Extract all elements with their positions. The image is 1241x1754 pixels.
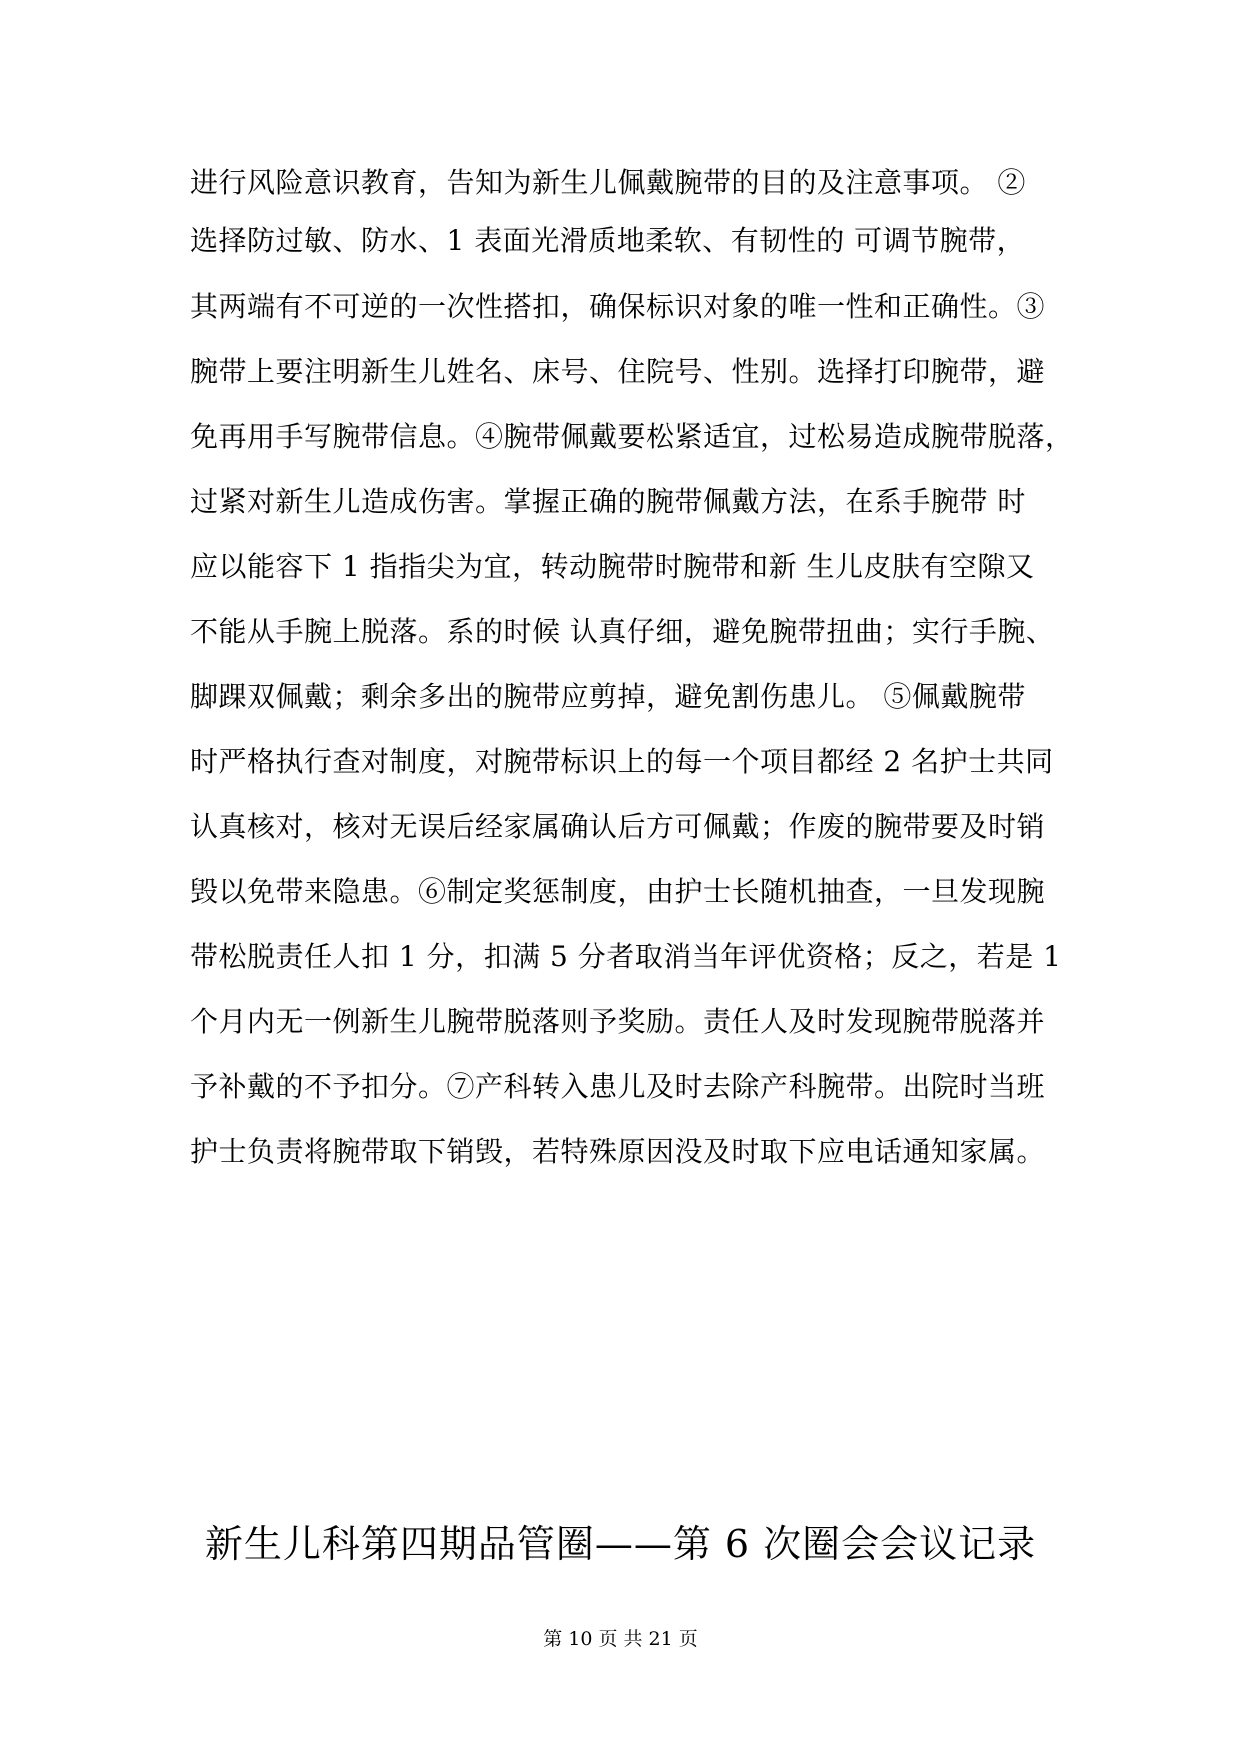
section-heading: 新生儿科第四期品管圈——第 6 次圈会会议记录 (204, 1522, 1037, 1566)
paragraph-line: 予补戴的不予扣分。⑦产科转入患儿及时去除产科腕带。出院时当班 (190, 1070, 1046, 1103)
paragraph-line: 脚踝双佩戴；剩余多出的腕带应剪掉，避免割伤患儿。 ⑤佩戴腕带 (190, 680, 1026, 713)
paragraph-line: 护士负责将腕带取下销毁，若特殊原因没及时取下应电话通知家属。 (190, 1135, 1046, 1168)
paragraph-line: 带松脱责任人扣 1 分，扣满 5 分者取消当年评优资格；反之，若是 1 (190, 940, 1062, 973)
paragraph-line: 应以能容下 1 指指尖为宜，转动腕带时腕带和新 生儿皮肤有空隙又 (190, 550, 1035, 583)
paragraph-line: 进行风险意识教育，告知为新生儿佩戴腕带的目的及注意事项。 ② (190, 166, 1026, 199)
paragraph-line: 毁以免带来隐患。⑥制定奖惩制度，由护士长随机抽查，一旦发现腕 (190, 875, 1046, 908)
paragraph-line: 其两端有不可逆的一次性搭扣，确保标识对象的唯一性和正确性。③ (190, 290, 1046, 323)
paragraph-line: 免再用手写腕带信息。④腕带佩戴要松紧适宜，过松易造成腕带脱落， (190, 420, 1074, 453)
paragraph-line: 认真核对，核对无误后经家属确认后方可佩戴；作废的腕带要及时销 (190, 810, 1046, 843)
paragraph-line: 腕带上要注明新生儿姓名、床号、住院号、性别。选择打印腕带，避 (190, 355, 1046, 388)
paragraph-line: 不能从手腕上脱落。系的时候 认真仔细，避免腕带扭曲；实行手腕、 (190, 615, 1055, 648)
page-footer: 第 10 页 共 21 页 (543, 1628, 698, 1650)
paragraph-line: 个月内无一例新生儿腕带脱落则予奖励。责任人及时发现腕带脱落并 (190, 1005, 1046, 1038)
paragraph-line: 选择防过敏、防水、1 表面光滑质地柔软、有韧性的 可调节腕带， (190, 224, 1026, 257)
paragraph-line: 时严格执行查对制度，对腕带标识上的每一个项目都经 2 名护士共同 (190, 745, 1054, 778)
paragraph-line: 过紧对新生儿造成伤害。掌握正确的腕带佩戴方法，在系手腕带 时 (190, 485, 1026, 518)
